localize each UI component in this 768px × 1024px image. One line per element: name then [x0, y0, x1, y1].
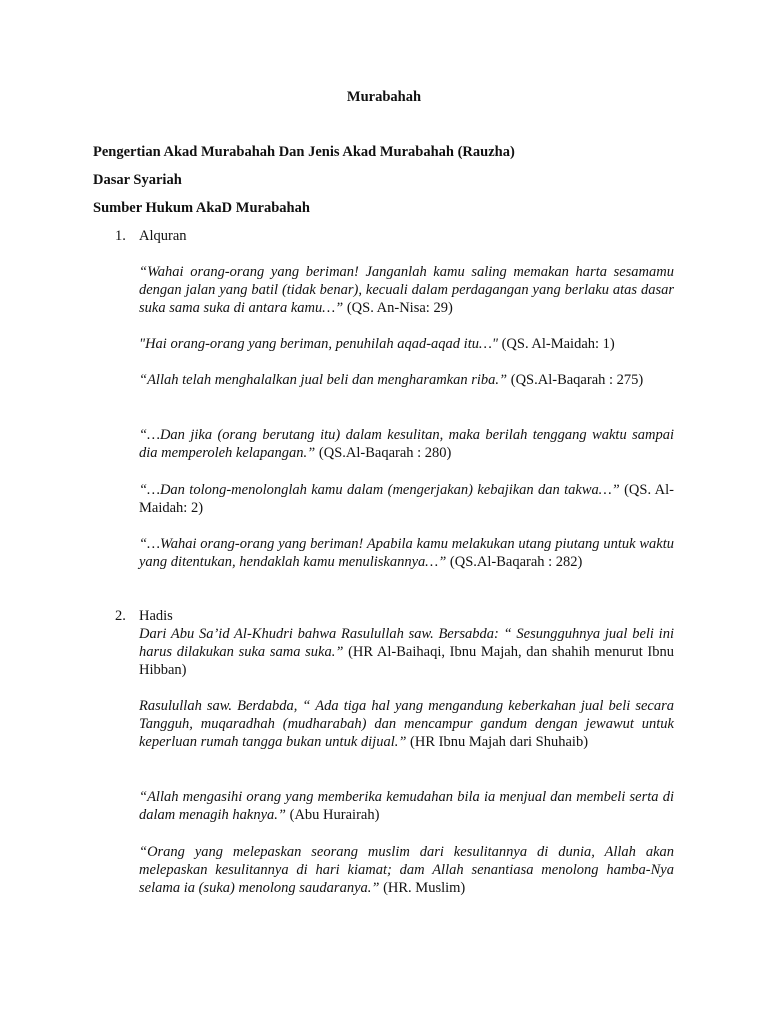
quote-text: “Orang yang melepaskan seorang muslim dari kesulitannya di dunia, Allah akan melepaskan kesulitannya di hari kiamat; dam Allah senantiasa menolong hamba-Nya selama ia (suka) menolong saudaranya.”	[139, 844, 674, 896]
hadis-block	[139, 625, 674, 679]
hadis-block	[139, 843, 674, 897]
quote-text: “Allah telah menghalalkan jual beli dan mengharamkan riba.”	[139, 372, 508, 388]
quote-block	[139, 371, 674, 389]
quote-reference: (HR Al-Baihaqi, Ibnu Majah, dan shahih menurut Ibnu Hibban)	[139, 644, 674, 678]
quote-text: “Allah mengasihi orang yang memberika kemudahan bila ia menjual dan membeli serta di dalam menagih haknya.”	[139, 789, 674, 823]
quote-text: Rasulullah saw. Berdabda, “ Ada tiga hal yang mengandung keberkahan jual beli secara Tangguh, muqaradhah (mudharabah) dan mencampur gandum dengan jewawut untuk keperluan rumah tangga bukan untuk dijual.”	[139, 698, 674, 750]
heading-pengertian: Pengertian Akad Murabahah Dan Jenis Akad Murabahah (Rauzha)	[93, 144, 515, 160]
hadis-block	[139, 788, 674, 824]
quote-block	[139, 263, 674, 317]
quote-reference: (Abu Hurairah)	[286, 807, 380, 823]
quote-reference: (HR Ibnu Majah dari Shuhaib)	[406, 734, 589, 750]
quote-text: Dari Abu Sa’id Al-Khudri bahwa Rasulullah saw. Bersabda: “ Sesungguhnya jual beli ini harus dilakukan suka sama suka.”	[139, 626, 674, 660]
list-number-alquran: 1.	[115, 228, 126, 244]
quote-block	[139, 481, 674, 517]
quote-text: “Wahai orang-orang yang beriman! Janganlah kamu saling memakan harta sesamamu dengan jalan yang batil (tidak benar), kecuali dalam perdagangan yang berlaku atas dasar suka sama suka di antara kamu…”	[139, 264, 674, 316]
quote-reference: (HR. Muslim)	[379, 880, 466, 896]
quote-reference: (QS. Al-Maidah: 1)	[497, 336, 615, 352]
hadis-block	[139, 697, 674, 751]
quote-block	[139, 335, 674, 353]
document-title: Murabahah	[346, 89, 422, 105]
list-number-hadis: 2.	[115, 608, 126, 624]
list-label-alquran: Alquran	[139, 228, 187, 244]
quote-reference: (QS. Al-Maidah: 2)	[139, 482, 674, 516]
heading-dasar-syariah: Dasar Syariah	[93, 172, 182, 188]
quote-reference: (QS.Al-Baqarah : 282)	[446, 554, 583, 570]
quote-text: "Hai orang-orang yang beriman, penuhilah aqad-aqad itu…"	[139, 336, 498, 352]
list-label-hadis: Hadis	[139, 608, 173, 624]
quote-reference: (QS.Al-Baqarah : 280)	[315, 445, 452, 461]
quote-block	[139, 535, 674, 571]
quote-text: “…Dan jika (orang berutang itu) dalam kesulitan, maka berilah tenggang waktu sampai dia memperoleh kelapangan.”	[139, 427, 674, 461]
quote-text: “…Wahai orang-orang yang beriman! Apabila kamu melakukan utang piutang untuk waktu yang ditentukan, hendaklah kamu menuliskannya…”	[139, 536, 674, 570]
quote-reference: (QS. An-Nisa: 29)	[343, 300, 453, 316]
quote-reference: (QS.Al-Baqarah : 275)	[507, 372, 644, 388]
quote-text: “…Dan tolong-menolonglah kamu dalam (mengerjakan) kebajikan dan takwa…”	[139, 482, 620, 498]
quote-block	[139, 426, 674, 462]
heading-sumber-hukum: Sumber Hukum AkaD Murabahah	[93, 200, 310, 216]
